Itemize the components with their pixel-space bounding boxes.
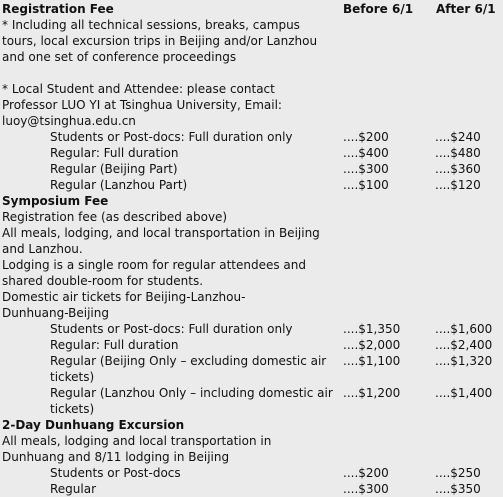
dunhuang-desc: All meals, lodging and local transportation in Dunhuang and 8/11 lodging in Beijing — [2, 434, 272, 464]
registration-row-after-price: ....$240 — [435, 130, 481, 144]
after-date-header: After 6/1 — [436, 2, 496, 16]
symposium-row-before-price: ....$2,000 — [343, 338, 401, 352]
symposium-row-after-price: ....$2,400 — [435, 338, 493, 352]
registration-includes-note: * Including all technical sessions, breaks, campus tours, local excursion trips in Beijing and/or Lanzhou and one set of conference proceedings — [2, 18, 318, 64]
symposium-row-label: Regular (Beijing Only – excluding domestic air tickets) — [50, 354, 327, 384]
before-date-header: Before 6/1 — [343, 2, 414, 16]
registration-row-label: Regular (Lanzhou Part) — [50, 178, 188, 192]
symposium-row-label: Students or Post-docs: Full duration only — [50, 322, 293, 336]
registration-row-after-price: ....$360 — [435, 162, 481, 176]
symposium-row-label: Regular: Full duration — [50, 338, 179, 352]
symposium-registration-desc: Registration fee (as described above) — [2, 210, 228, 224]
registration-row-label: Regular: Full duration — [50, 146, 179, 160]
local-attendee-note: * Local Student and Attendee: please contact Professor LUO YI at Tsinghua University, Email: luoy@tsinghua.edu.cn — [2, 82, 282, 128]
symposium-lodging-desc: Lodging is a single room for regular attendees and shared double-room for students. — [2, 258, 306, 288]
registration-row-before-price: ....$200 — [343, 130, 389, 144]
symposium-row-before-price: ....$1,200 — [343, 386, 401, 400]
symposium-row-label: Regular (Lanzhou Only – including domestic air tickets) — [50, 386, 333, 416]
dunhuang-row-label: Regular — [50, 482, 97, 496]
dunhuang-row-after-price: ....$350 — [435, 482, 481, 496]
registration-row-label: Regular (Beijing Part) — [50, 162, 178, 176]
registration-row-before-price: ....$400 — [343, 146, 389, 160]
registration-row-before-price: ....$100 — [343, 178, 389, 192]
dunhuang-row-before-price: ....$200 — [343, 466, 389, 480]
symposium-row-after-price: ....$1,400 — [435, 386, 493, 400]
dunhuang-row-before-price: ....$300 — [343, 482, 389, 496]
symposium-fee-heading: Symposium Fee — [2, 194, 109, 208]
registration-row-after-price: ....$120 — [435, 178, 481, 192]
symposium-row-after-price: ....$1,320 — [435, 354, 493, 368]
symposium-row-before-price: ....$1,100 — [343, 354, 401, 368]
symposium-air-desc: Domestic air tickets for Beijing-Lanzhou-Dunhuang-Beijing — [2, 290, 246, 320]
dunhuang-row-after-price: ....$250 — [435, 466, 481, 480]
registration-row-after-price: ....$480 — [435, 146, 481, 160]
registration-row-before-price: ....$300 — [343, 162, 389, 176]
dunhuang-row-label: Students or Post-docs — [50, 466, 181, 480]
registration-row-label: Students or Post-docs: Full duration only — [50, 130, 293, 144]
dunhuang-excursion-heading: 2-Day Dunhuang Excursion — [2, 418, 185, 432]
symposium-meals-desc: All meals, lodging, and local transportation in Beijing and Lanzhou. — [2, 226, 320, 256]
registration-fee-heading: Registration Fee — [2, 2, 114, 16]
symposium-row-before-price: ....$1,350 — [343, 322, 401, 336]
symposium-row-after-price: ....$1,600 — [435, 322, 493, 336]
